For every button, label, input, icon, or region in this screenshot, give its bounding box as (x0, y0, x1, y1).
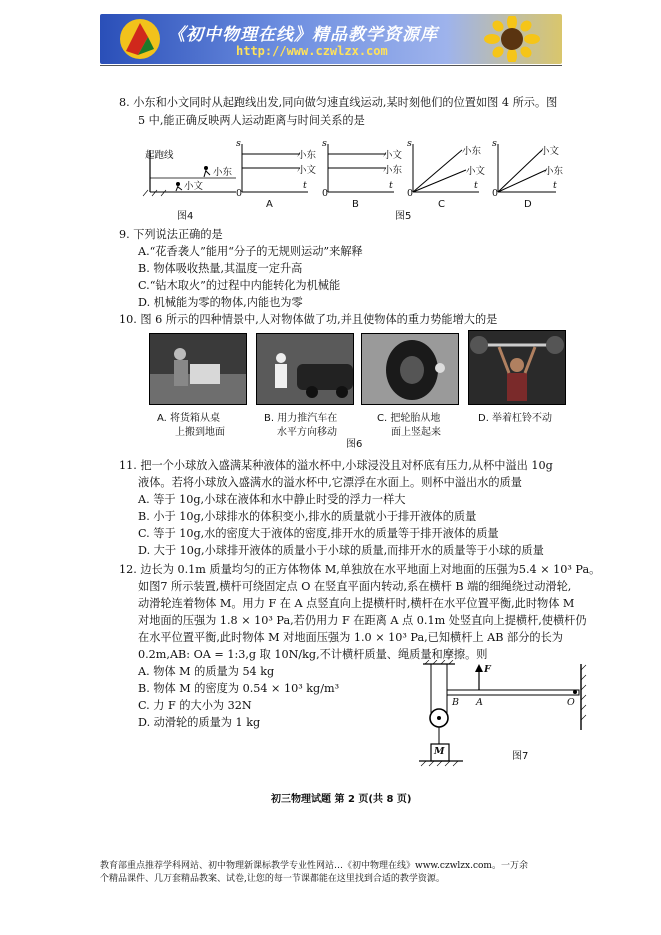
q8-line1: 8. 小东和小文同时从起跑线出发,同向做匀速直线运动,某时刻他们的位置如图 4 所示。图 (119, 96, 558, 109)
q9-option-c: C.“钻木取火”的过程中内能转化为机械能 (138, 279, 341, 292)
graph-a-option: A (266, 199, 273, 210)
fig4-label-xiaowen: 小文 (184, 181, 204, 192)
fig7-label-f: F (484, 664, 491, 675)
graph-c-label-1: 小东 (462, 146, 482, 157)
sunflower-icon (482, 16, 542, 62)
photo-a (149, 333, 247, 405)
bottom-note-line1: 教育部重点推荐学科网站、初中物理新课标教学专业性网站…《初中物理在线》www.czwlzx.com。一万余 (100, 861, 528, 871)
photo-c-caption-2: 面上竖起来 (391, 427, 441, 438)
photo-c-caption-1: C. 把轮胎从地 (377, 413, 441, 424)
graph-a-t: t (303, 180, 307, 191)
q11-option-a: A. 等于 10g,小球在液体和水中静止时受的浮力一样大 (138, 493, 406, 506)
fig7-label-b: B (452, 697, 459, 708)
graph-d-label-1: 小文 (540, 146, 560, 157)
graph-c-s: s (407, 138, 412, 149)
q10-stem: 10. 图 6 所示的四种情景中,人对物体做了功,并且使物体的重力势能增大的是 (119, 313, 498, 326)
site-logo-icon (118, 17, 162, 61)
fig7-label-m: M (434, 746, 445, 757)
q11-option-b: B. 小于 10g,小球排水的体积变小,排水的质量就小于排开液体的质量 (138, 510, 477, 523)
q12-line1: 12. 边长为 0.1m 质量均匀的正方体物体 M,单独放在水平地面上对地面的压强为5.4 × 10³ Pa。 (119, 563, 601, 576)
graph-b-label-2: 小东 (383, 165, 403, 176)
header-rule (100, 65, 562, 66)
photo-b-caption-2: 水平方向移动 (277, 427, 337, 438)
fig6-caption: 图6 (346, 439, 363, 450)
graph-b-t: t (389, 180, 393, 191)
photo-a-caption-1: A. 将货箱从桌 (157, 413, 221, 424)
q12-line4: 对地面的压强为 1.8 × 10³ Pa,若仍用力 F 在距离 A 点 0.1m 处竖直向上提横杆,使横杆仍 (138, 614, 587, 627)
banner-title: 《初中物理在线》精品教学资源库 (168, 25, 438, 45)
graph-b-s: s (322, 138, 327, 149)
graph-a-label-2: 小文 (297, 165, 317, 176)
q12-option-c: C. 力 F 的大小为 32N (138, 699, 252, 712)
fig7-label-o: O (567, 697, 575, 708)
figure-7 (415, 660, 590, 776)
graph-c-t: t (474, 180, 478, 191)
graph-d-t: t (553, 180, 557, 191)
graph-d-s: s (492, 138, 497, 149)
fig4-start-label: 起跑线 (145, 150, 174, 161)
photo-c (361, 333, 459, 405)
photo-b-caption-1: B. 用力推汽车在 (264, 413, 338, 424)
graph-d-label-2: 小东 (544, 166, 564, 177)
q12-option-b: B. 物体 M 的密度为 0.54 × 10³ kg/m³ (138, 682, 340, 695)
graph-c-origin: 0 (407, 188, 414, 199)
q12-line6: 0.2m,AB: OA = 1:3,g 取 10N/kg,不计横杆质量、绳质量和摩擦。则 (138, 648, 488, 661)
graph-a-s: s (236, 138, 241, 149)
bottom-note-line2: 个精品课件、几万套精品教案、试卷,让您的每一节课都能在这里找到合适的教学资源。 (100, 874, 445, 884)
photo-a-caption-2: 上搬到地面 (175, 427, 225, 438)
q8-line2: 5 中,能正确反映两人运动距离与时间关系的是 (138, 114, 365, 127)
q9-stem: 9. 下列说法正确的是 (119, 228, 223, 241)
q9-option-d: D. 机械能为零的物体,内能也为零 (138, 296, 303, 309)
banner-url[interactable]: http://www.czwlzx.com (236, 44, 388, 58)
graph-d-option: D (524, 199, 532, 210)
q12-option-d: D. 动滑轮的质量为 1 kg (138, 716, 261, 729)
photo-d-caption-1: D. 举着杠铃不动 (478, 413, 553, 424)
fig5-caption: 图5 (395, 211, 412, 222)
graph-c-label-2: 小文 (466, 166, 486, 177)
fig7-label-a: A (476, 697, 483, 708)
q9-option-b: B. 物体吸收热量,其温度一定升高 (138, 262, 303, 275)
graph-d-origin: 0 (492, 188, 499, 199)
graph-c-option: C (438, 199, 445, 210)
q11-option-c: C. 等于 10g,水的密度大于液体的密度,排开水的质量等于排开液体的质量 (138, 527, 499, 540)
q11-line1: 11. 把一个小球放入盛满某种液体的溢水杯中,小球浸没且对杯底有压力,从杯中溢出 10g (119, 459, 553, 472)
fig4-caption: 图4 (177, 211, 194, 222)
q11-line2: 液体。若将小球放入盛满水的溢水杯中,它漂浮在水面上。则杯中溢出水的质量 (138, 476, 522, 489)
fig7-caption: 图7 (512, 751, 529, 762)
page-footer: 初三物理试题 第 2 页(共 8 页) (271, 794, 412, 805)
graph-a-origin: 0 (236, 188, 243, 199)
fig4-label-xiaodong: 小东 (213, 167, 233, 178)
q12-line3: 动滑轮连着物体 M。用力 F 在 A 点竖直向上提横杆时,横杆在水平位置平衡,此时物体 M (138, 597, 575, 610)
q12-line5: 在水平位置平衡,此时物体 M 对地面压强为 1.0 × 10³ Pa,已知横杆上 AB 部分的长为 (138, 631, 563, 644)
graph-b-label-1: 小文 (383, 150, 403, 161)
graph-a-label-1: 小东 (297, 150, 317, 161)
graph-b-option: B (352, 199, 359, 210)
photo-b (256, 333, 354, 405)
q11-option-d: D. 大于 10g,小球排开液体的质量小于小球的质量,而排开水的质量等于小球的质量 (138, 544, 544, 557)
q12-line2: 如图7 所示装置,横杆可绕固定点 O 在竖直平面内转动,系在横杆 B 端的细绳绕过动滑轮, (138, 580, 572, 593)
q9-option-a: A.“花香袭人”能用“分子的无规则运动”来解释 (138, 245, 363, 258)
photo-d (468, 330, 566, 405)
graph-b-origin: 0 (322, 188, 329, 199)
q12-option-a: A. 物体 M 的质量为 54 kg (138, 665, 275, 678)
